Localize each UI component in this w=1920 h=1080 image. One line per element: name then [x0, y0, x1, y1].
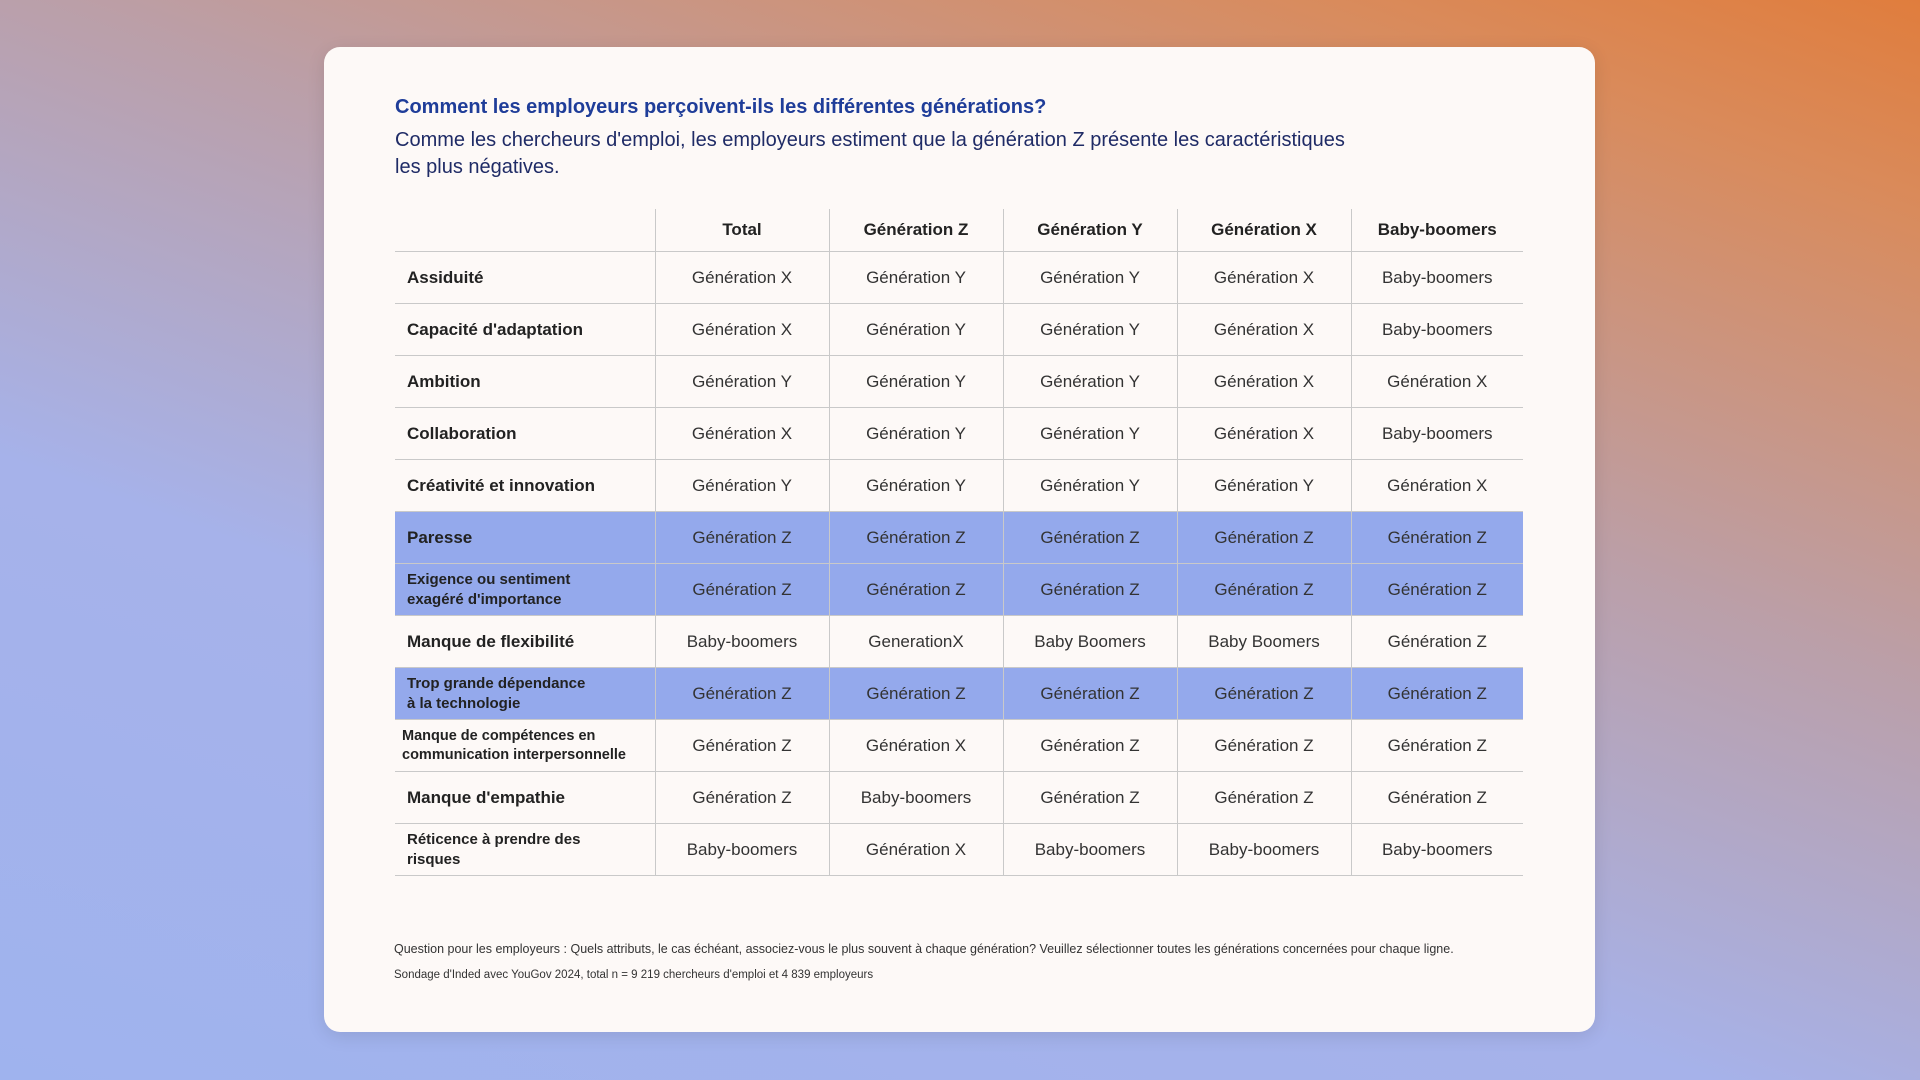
row-label-line: Manque de flexibilité [407, 631, 575, 651]
page-title: Comment les employeurs perçoivent-ils les différentes générations? [395, 96, 1047, 118]
table-cell: Génération Z [655, 668, 829, 720]
table-cell: Génération Z [655, 512, 829, 564]
table-cell: Génération X [655, 252, 829, 304]
table-cell: Génération Z [1351, 512, 1523, 564]
row-label [395, 668, 655, 720]
table-cell: Génération Y [655, 460, 829, 512]
column-header: Baby-boomers [1351, 209, 1523, 252]
row-label [395, 512, 655, 564]
table-cell: Génération X [655, 304, 829, 356]
table-cell: Génération Y [1003, 408, 1177, 460]
table-cell: Génération X [829, 824, 1003, 876]
table-cell: Génération Y [829, 408, 1003, 460]
table-cell: Génération Y [1003, 356, 1177, 408]
table-cell: Baby-boomers [1351, 252, 1523, 304]
page-subtitle [395, 127, 1395, 181]
row-label-line: Créativité et innovation [407, 475, 595, 495]
table-cell: Baby-boomers [1351, 304, 1523, 356]
row-label [395, 252, 655, 304]
row-label-line: Manque d'empathie [407, 787, 566, 807]
table-cell: Génération Y [1177, 460, 1351, 512]
table-cell: Génération X [1351, 356, 1523, 408]
table-cell: Génération Z [1177, 564, 1351, 616]
table-row [395, 460, 1523, 512]
table-cell: Génération X [655, 408, 829, 460]
table-row [395, 720, 1523, 772]
table-cell: Baby-boomers [1351, 824, 1523, 876]
table-cell: Génération Z [655, 720, 829, 772]
row-label [395, 564, 655, 616]
table-cell: Génération X [1177, 304, 1351, 356]
row-label-line: Assiduité [407, 267, 484, 287]
column-header: Total [655, 209, 829, 252]
table-cell: Génération X [1177, 252, 1351, 304]
table-cell: Génération Z [1003, 772, 1177, 824]
table-row [395, 408, 1523, 460]
row-label [395, 720, 655, 772]
table-row [395, 616, 1523, 668]
table-cell: Baby-boomers [829, 772, 1003, 824]
row-label-line: exagéré d'importance [407, 590, 562, 608]
table-cell: Génération Y [829, 460, 1003, 512]
footnote-question: Question pour les employeurs : Quels attributs, le cas échéant, associez-vous le plus souvent à chaque génération? Veuillez sélectionner toutes les générations concernées pour chaque ligne. [394, 942, 1454, 956]
column-header: Génération Z [829, 209, 1003, 252]
table-cell: Génération Y [655, 356, 829, 408]
table-row [395, 668, 1523, 720]
table-cell: Génération X [829, 720, 1003, 772]
row-label-line: Capacité d'adaptation [407, 319, 583, 339]
table-cell: Génération Z [829, 564, 1003, 616]
generations-table [395, 209, 1523, 876]
table-corner-cell [395, 209, 655, 252]
row-label-line: communication interpersonnelle [402, 746, 626, 763]
table-cell: Baby-boomers [1003, 824, 1177, 876]
table-cell: Génération Z [1177, 668, 1351, 720]
table-cell: Baby Boomers [1003, 616, 1177, 668]
table-cell: Baby Boomers [1177, 616, 1351, 668]
table-cell: Génération X [1177, 356, 1351, 408]
table-cell: Génération Z [1003, 668, 1177, 720]
table-cell: Baby-boomers [1351, 408, 1523, 460]
table-cell: Génération Z [1351, 772, 1523, 824]
row-label [395, 304, 655, 356]
table-cell: Génération Z [655, 772, 829, 824]
row-label-line: Trop grande dépendance [407, 674, 586, 692]
table-cell: Génération X [1177, 408, 1351, 460]
table-cell: Génération Z [829, 668, 1003, 720]
table-cell: Génération Z [1177, 512, 1351, 564]
row-label-line: Réticence à prendre des [407, 830, 581, 848]
table-cell: Baby-boomers [1177, 824, 1351, 876]
content-card [324, 47, 1595, 1032]
table-cell: Génération Z [1177, 720, 1351, 772]
row-label [395, 356, 655, 408]
table-row [395, 564, 1523, 616]
table-cell: Génération Y [829, 252, 1003, 304]
table-cell: Génération Z [655, 564, 829, 616]
subtitle-line-1: Comme les chercheurs d'emploi, les employeurs estiment que la génération Z présente les caractéristiques [395, 129, 1345, 151]
row-label-line: à la technologie [407, 694, 521, 712]
table-header-row [395, 209, 1523, 252]
row-label [395, 616, 655, 668]
table-cell: Génération Z [1003, 720, 1177, 772]
table-cell: Génération Z [1003, 512, 1177, 564]
column-header: Génération X [1177, 209, 1351, 252]
table-cell: Génération Y [1003, 304, 1177, 356]
table-cell: Génération Z [1351, 720, 1523, 772]
table-row [395, 252, 1523, 304]
subtitle-line-2: les plus négatives. [395, 156, 560, 178]
table-cell: Baby-boomers [655, 824, 829, 876]
table-row [395, 304, 1523, 356]
table-cell: Baby-boomers [655, 616, 829, 668]
table-row [395, 356, 1523, 408]
row-label-line: Ambition [407, 371, 481, 391]
table-row [395, 512, 1523, 564]
table-cell: GenerationX [829, 616, 1003, 668]
generations-table-container [395, 209, 1523, 876]
row-label [395, 824, 655, 876]
table-row [395, 824, 1523, 876]
row-label-line: Paresse [407, 527, 473, 547]
row-label-line: Collaboration [407, 423, 517, 443]
table-cell: Génération Y [1003, 460, 1177, 512]
row-label-line: risques [407, 850, 461, 868]
row-label [395, 460, 655, 512]
table-cell: Génération Y [829, 304, 1003, 356]
table-cell: Génération Y [1003, 252, 1177, 304]
row-label-line: Exigence ou sentiment [407, 570, 571, 588]
table-cell: Génération Y [829, 356, 1003, 408]
row-label [395, 408, 655, 460]
footnote-source: Sondage d'Inded avec YouGov 2024, total n = 9 219 chercheurs d'emploi et 4 839 employeurs [394, 969, 874, 981]
table-row [395, 772, 1523, 824]
row-label [395, 772, 655, 824]
table-cell: Génération Z [1351, 668, 1523, 720]
table-body [395, 252, 1523, 876]
table-cell: Génération X [1351, 460, 1523, 512]
table-cell: Génération Z [1177, 772, 1351, 824]
table-cell: Génération Z [1351, 564, 1523, 616]
column-header: Génération Y [1003, 209, 1177, 252]
table-cell: Génération Z [1003, 564, 1177, 616]
row-label-line: Manque de compétences en [402, 727, 596, 744]
table-cell: Génération Z [829, 512, 1003, 564]
table-cell: Génération Z [1351, 616, 1523, 668]
